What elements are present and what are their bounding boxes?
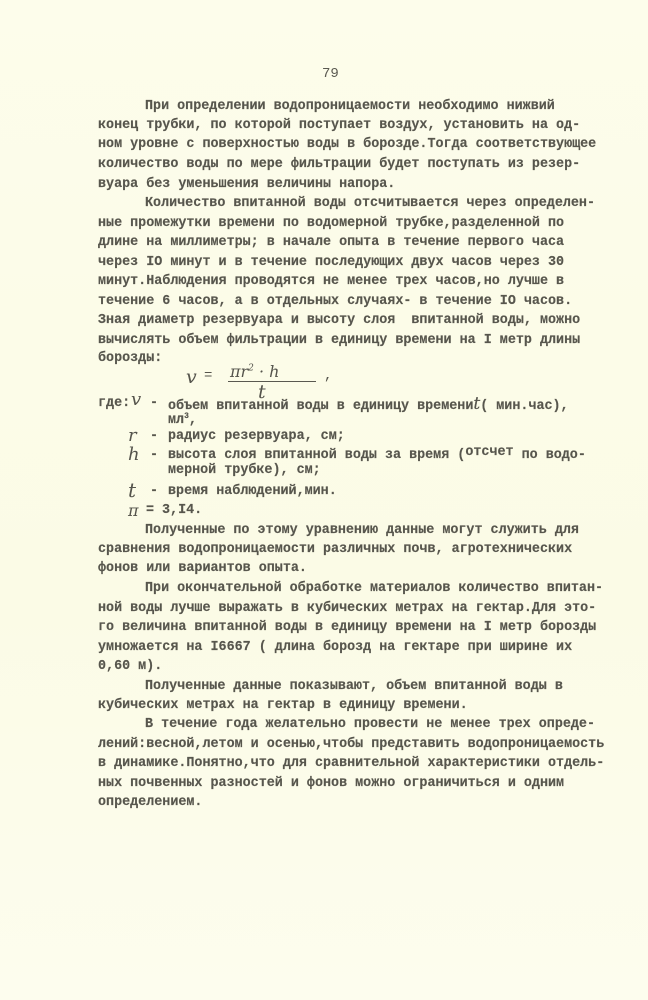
paragraph-line: ных почвенных разностей и фонов можно ограничиться и одним bbox=[98, 776, 565, 791]
paragraph-line: длине на миллиметры; в начале опыта в течение первого часа bbox=[98, 235, 565, 250]
legend-inline-symbol-t: t bbox=[473, 394, 481, 414]
paragraph-line: Полученные по этому уравнению данные могут служить для bbox=[145, 523, 579, 538]
paragraph-line: борозды: bbox=[98, 351, 163, 366]
paragraph-line: ном уровне с поверхностью воды в борозде.Тогда соответствующее bbox=[98, 137, 597, 152]
paragraph-line: течение 6 часов, а в отдельных случаях- в течение IO часов. bbox=[98, 294, 573, 309]
paragraph-line: ные промежутки времени по водомерной трубке,разделенной по bbox=[98, 216, 565, 231]
legend-definition-cont: мерной трубке), см; bbox=[168, 463, 321, 478]
paragraph-line: кубических метрах на гектар в единицу времени. bbox=[98, 698, 468, 713]
paragraph-line: При окончательной обработке материалов количество впитан- bbox=[145, 581, 604, 596]
legend-definition-text: объем впитанной воды в единицу времени bbox=[168, 399, 474, 414]
legend-value: 3,I4. bbox=[162, 503, 203, 518]
legend-symbol-t: t bbox=[128, 478, 137, 502]
formula-denominator: t bbox=[258, 381, 266, 403]
paragraph-line: конец трубки, по которой поступает воздух, установить на од- bbox=[98, 118, 581, 133]
legend-symbol-r: r bbox=[128, 425, 137, 446]
unit-exponent: 3 bbox=[184, 412, 189, 421]
legend-symbol-h: h bbox=[128, 444, 140, 465]
legend-dash: - bbox=[150, 484, 159, 499]
paragraph-line: лений:весной,летом и осенью,чтобы представить водопроницаемость bbox=[98, 737, 605, 752]
paragraph-line: При определении водопроницаемости необходимо нижвий bbox=[145, 99, 555, 114]
paragraph-line: вуара без уменьшения величины напора. bbox=[98, 177, 396, 192]
legend-definition: радиус резервуара, см; bbox=[168, 429, 345, 444]
paragraph-line: Количество впитанной воды отсчитывается через определен- bbox=[145, 196, 595, 211]
paragraph-line: определением. bbox=[98, 795, 203, 810]
formula-numerator bbox=[230, 362, 279, 381]
formula-lhs: v bbox=[186, 366, 197, 388]
paragraph-line: В течение года желательно провести не менее трех опреде- bbox=[145, 717, 595, 732]
legend-definition-tail: по водо- bbox=[513, 448, 586, 463]
page-number: 79 bbox=[322, 66, 339, 82]
legend-symbol-pi: π bbox=[128, 501, 139, 520]
paragraph-line: количество воды по мере фильтрации будет поступать из резер- bbox=[98, 157, 581, 172]
paragraph-line: Зная диаметр резервуара и высоту слоя впитанной воды, можно bbox=[98, 313, 581, 328]
legend-dash: - bbox=[150, 396, 159, 411]
paragraph-line: 0,60 м). bbox=[98, 659, 163, 674]
legend-definition: время наблюдений,мин. bbox=[168, 484, 337, 499]
legend-definition-superscript: отсчет bbox=[465, 445, 514, 460]
paragraph-line: фонов или вариантов опыта. bbox=[98, 561, 307, 576]
unit-tail: , bbox=[188, 413, 197, 428]
paragraph-line: через IO минут и в течение последующих двух часов через 30 bbox=[98, 255, 565, 270]
legend-intro: где: bbox=[98, 396, 131, 411]
legend-definition-tail: ( мин.час), bbox=[480, 399, 569, 414]
formula-comma: , bbox=[324, 368, 333, 384]
paragraph-line: го величина впитанной воды в единицу времени на I метр борозды bbox=[98, 620, 597, 635]
formula-equals: = bbox=[204, 368, 213, 384]
legend-definition bbox=[168, 445, 586, 464]
unit-text: мл bbox=[168, 413, 185, 428]
legend-equals: = bbox=[146, 503, 155, 518]
legend-definition bbox=[168, 396, 569, 415]
legend-symbol-v: v bbox=[131, 389, 142, 410]
legend-definition-cont bbox=[168, 409, 197, 429]
paragraph-line: умножается на I6667 ( длина борозд на гектаре при ширине их bbox=[98, 640, 573, 655]
paragraph-line: Полученные данные показывают, объем впитанной воды в bbox=[145, 679, 563, 694]
legend-dash: - bbox=[150, 429, 159, 444]
paragraph-line: ной воды лучше выражать в кубических метрах на гектар.Для это- bbox=[98, 601, 597, 616]
legend-dash: - bbox=[150, 448, 159, 463]
paragraph-line: в динамике.Понятно,что для сравнительной характеристики отдель- bbox=[98, 756, 605, 771]
formula-numerator-exponent: 2 bbox=[248, 363, 254, 374]
legend-definition-text: высота слоя впитанной воды за время ( bbox=[168, 448, 466, 463]
formula-numerator-rest: · h bbox=[253, 362, 280, 381]
fraction-bar bbox=[228, 381, 316, 382]
formula-numerator-base: πr bbox=[230, 362, 249, 381]
paragraph-line: вычислять объем фильтрации в единицу времени на I метр длины bbox=[98, 333, 581, 348]
paragraph-line: минут.Наблюдения проводятся не менее трех часов,но лучше в bbox=[98, 274, 565, 289]
paragraph-line: сравнения водопроницаемости различных почв, агротехнических bbox=[98, 542, 573, 557]
